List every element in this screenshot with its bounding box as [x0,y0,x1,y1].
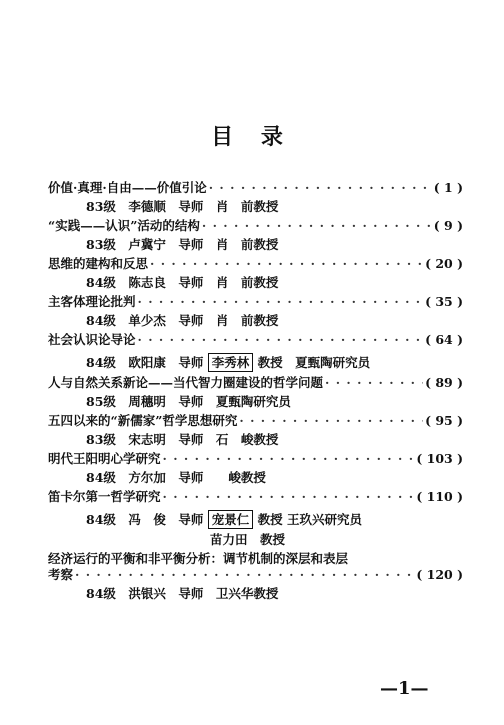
entry-page: ( 103 ) [416,451,463,466]
entry-title: 笛卡尔第一哲学研究 [48,489,161,504]
entry-title: 主客体理论批判 [48,294,136,309]
boxed-name: 李秀林 [208,353,254,372]
entry-author: 84级 单少杰 导师 肖 前教授 [86,313,279,328]
leader-dots [325,375,423,391]
entry-author: 85级 周穗明 导师 夏甄陶研究员 [86,394,291,409]
boxed-name: 宠景仁 [208,510,254,529]
page-number: —1— [380,678,429,699]
entry-title-line2: 考察 [48,567,74,582]
entry-author: 83级 卢冀宁 导师 肖 前教授 [86,237,279,252]
entry-title-line2-row [48,567,463,586]
entry-title: 明代王阳明心学研究 [48,451,161,466]
leader-dots [138,294,424,310]
entry-author: 84级 方尔加 导师 峻教授 [86,470,266,485]
toc-entry [48,413,463,432]
entry-page: ( 35 ) [425,294,463,309]
toc-entry [48,256,463,275]
leader-dots [163,451,415,467]
table-of-contents [48,180,463,605]
entry-author-extra: 苗力田 教授 [210,532,286,547]
entry-title: 思维的建构和反思 [48,256,149,271]
entry-author: 84级 陈志良 导师 肖 前教授 [86,275,279,290]
entry-author: 83级 宋志明 导师 石 峻教授 [86,432,279,447]
entry-page: ( 95 ) [425,413,463,428]
author-text: 教授 王玖兴研究员 [257,512,362,527]
toc-entry [48,451,463,470]
page-title: 目 录 [211,124,293,150]
toc-entry [48,375,463,394]
entry-title: “实践——认识”活动的结构 [48,218,200,233]
entry-page: ( 89 ) [425,375,463,390]
entry-page: ( 110 ) [416,489,463,504]
entry-author [48,508,463,532]
entry-title: 价值·真理·自由——价值引论 [48,180,207,195]
toc-entry [48,180,463,199]
author-text: 84级 冯 俊 导师 [86,512,204,527]
toc-entry [48,332,463,351]
leader-dots [75,567,414,583]
entry-page: ( 9 ) [433,218,463,233]
leader-dots [209,180,432,196]
entry-title-line1: 经济运行的平衡和非平衡分析：调节机制的深层和表层 [48,551,349,566]
leader-dots [150,256,423,272]
toc-entry [48,294,463,313]
entry-author: 84级 洪银兴 导师 卫兴华教授 [86,586,279,601]
entry-title: 社会认识论导论 [48,332,136,347]
toc-entry [48,218,463,237]
leader-dots [163,489,415,505]
leader-dots [239,413,423,429]
author-text: 教授 夏甄陶研究员 [257,355,371,370]
leader-dots [202,218,432,234]
entry-author: 83级 李德顺 导师 肖 前教授 [86,199,279,214]
entry-page: ( 1 ) [433,180,463,195]
entry-title: 五四以来的“新儒家”哲学思想研究 [48,413,238,428]
leader-dots [138,332,424,348]
entry-page: ( 64 ) [425,332,463,347]
toc-entry [48,489,463,508]
entry-page: ( 120 ) [416,567,463,582]
entry-page: ( 20 ) [425,256,463,271]
entry-author [48,351,463,375]
entry-title: 人与自然关系新论——当代智力圈建设的哲学问题 [48,375,324,390]
toc-entry [48,551,463,586]
author-text: 84级 欧阳康 导师 [86,355,204,370]
